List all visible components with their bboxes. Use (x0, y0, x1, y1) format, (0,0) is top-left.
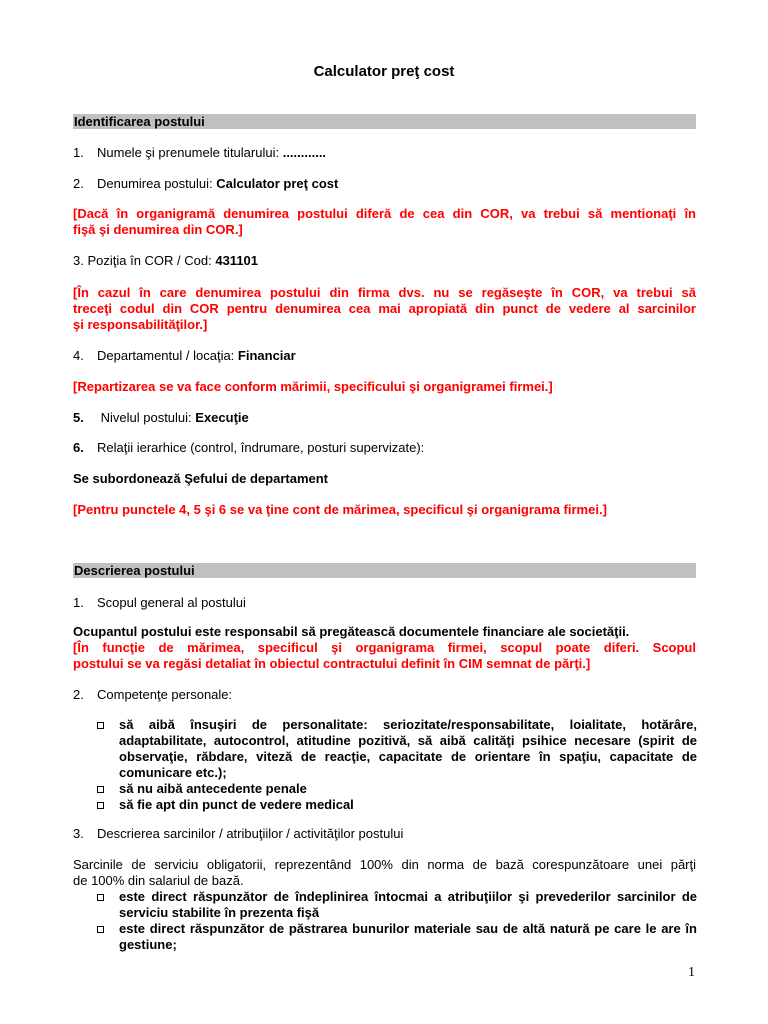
note-line: şi responsabilităţilor.] (73, 317, 208, 332)
list-item (97, 781, 697, 797)
note-puncte: [Pentru punctele 4, 5 şi 6 se va ţine cont de mărimea, specificul şi organigrama firmei.] (73, 502, 607, 517)
note-line: treceţi codul din COR pentru denumirea cea mai apropiată din punct de vedere al sarcinilor (73, 301, 696, 316)
item-label: Scopul general al postului (97, 595, 246, 610)
text-line: de 100% din salariul de bază. (73, 873, 244, 888)
item-number: 4. (73, 348, 84, 363)
item-nivel (73, 410, 249, 426)
item-value: Calculator preţ cost (216, 176, 339, 191)
competente-list (97, 717, 697, 813)
page-title: Calculator preţ cost (313, 63, 455, 80)
square-bullet-icon (97, 894, 104, 901)
note-repartizare: [Repartizarea se va face conform mărimii, specificului şi organigramei firmei.] (73, 379, 553, 394)
item-scopul (73, 595, 246, 611)
list-item (97, 797, 697, 813)
section-header-identificare: Identificarea postului (73, 114, 696, 129)
sarcini-list (97, 889, 697, 953)
item-numele (73, 145, 326, 161)
item-label: Numele şi prenumele titularului: (97, 145, 283, 160)
item-label: Relaţii ierarhice (control, îndrumare, posturi supervizate): (97, 440, 425, 455)
list-item-text: să aibă însuşiri de personalitate: seriozitate/responsabilitate, loialitate, hotărâre, adaptabilitate, autocontrol, atitudine pozitivă, să aibă calităţi psihice necesare (spirit de observaţie, răbdare, viteză de reacţie, capacitate de orientare în spaţiu, capacitate de comunicare etc.); (119, 717, 697, 780)
item-pozitia-cor (73, 253, 258, 269)
list-item-text: să fie apt din punct de vedere medical (119, 797, 354, 812)
page-number: 1 (688, 965, 695, 980)
item-number: 2. (73, 687, 84, 702)
list-item (97, 889, 697, 921)
square-bullet-icon (97, 926, 104, 933)
item-label: Descrierea sarcinilor / atribuţiilor / activităţilor postului (97, 826, 404, 841)
item-sarcini (73, 826, 403, 842)
item-value: 431101 (215, 253, 259, 268)
scope-note (73, 640, 696, 672)
item-relatii (73, 440, 424, 456)
note-line: [În funcţie de mărimea, specificul şi organigrama firmei, scopul poate diferi. Scopul (73, 640, 696, 655)
item-number: 5. (73, 410, 84, 425)
item-label: 3. Poziţia în COR / Cod: (73, 253, 216, 268)
item-label: Nivelul postului: (97, 410, 196, 425)
item-value: Execuţie (195, 410, 249, 425)
note-line: postului se va regăsi detaliat în obiectul contractului definit în CIM semnat de părţi.] (73, 656, 591, 671)
item-label: Denumirea postului: (97, 176, 217, 191)
list-item (97, 717, 697, 781)
scope-text: Ocupantul postului este responsabil să pregătească documentele financiare ale societăţii. (73, 624, 630, 639)
note-line: [Dacă în organigramă denumirea postului diferă de cea din COR, va trebui să mentionaţi în (73, 206, 696, 221)
item-denumirea (73, 176, 338, 192)
square-bullet-icon (97, 722, 104, 729)
list-item-text: să nu aibă antecedente penale (119, 781, 307, 796)
list-item-text: este direct răspunzător de păstrarea bunurilor materiale sau de altă natură pe care le are în gestiune; (119, 921, 697, 952)
text-line: Sarcinile de serviciu obligatorii, reprezentând 100% din norma de bază corespunzătoare unei părţi (73, 857, 696, 872)
item-departament (73, 348, 296, 364)
square-bullet-icon (97, 802, 104, 809)
item-value: Financiar (237, 348, 296, 363)
note-cor (73, 206, 696, 238)
item-value: ............ (282, 145, 327, 160)
list-item (97, 921, 697, 953)
subordination-text: Se subordonează Şefului de departament (73, 471, 328, 486)
item-label: Departamentul / locaţia: (97, 348, 238, 363)
item-label: Competenţe personale: (97, 687, 233, 702)
item-number: 1. (73, 595, 84, 610)
item-number: 1. (73, 145, 84, 160)
list-item-text: este direct răspunzător de îndeplinirea întocmai a atribuţiilor şi prevederilor sarcinilor de serviciu stabilite în prezenta fişă (119, 889, 697, 920)
section-header-descriere: Descrierea postului (73, 563, 696, 578)
note-line: fişă şi denumirea din COR.] (73, 222, 243, 237)
item-competente (73, 687, 232, 703)
sarcini-intro (73, 857, 696, 889)
note-cod (73, 285, 696, 333)
note-line: [În cazul în care denumirea postului din firma dvs. nu se regăseşte în COR, va trebui să (73, 285, 696, 300)
square-bullet-icon (97, 786, 104, 793)
item-number: 2. (73, 176, 84, 191)
item-number: 3. (73, 826, 84, 841)
item-number: 6. (73, 440, 84, 455)
